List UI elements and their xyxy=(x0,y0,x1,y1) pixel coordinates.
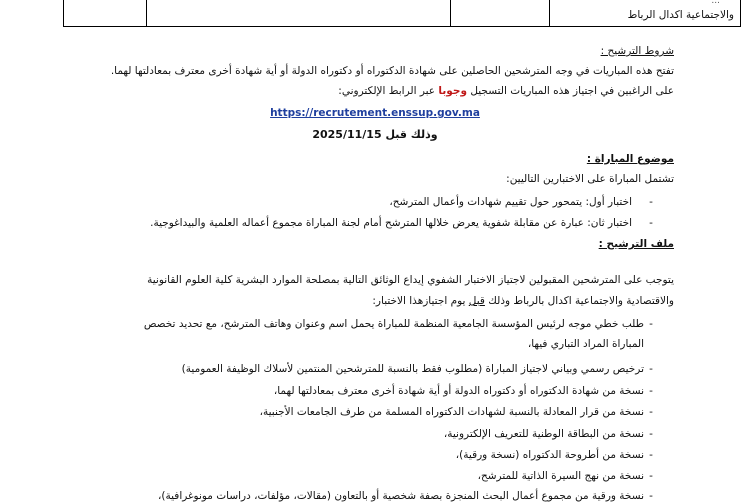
subject-item-1: اختبار أول: يتمحور حول تقييم شهادات وأعمال المترشح، xyxy=(389,196,632,208)
bullet-icon: - xyxy=(649,385,653,397)
file-item-6: نسخة من أطروحة الدكتوراه (نسخة ورقية)، xyxy=(455,449,644,461)
section-heading-subject: موضوع المباراة : xyxy=(586,153,674,165)
bullet-icon: - xyxy=(649,318,653,330)
bullet-icon: - xyxy=(649,217,653,229)
file-item-7: نسخة من نهج السيرة الذاتية للمترشح، xyxy=(477,470,644,482)
table-cell-divider xyxy=(146,0,147,26)
bullet-icon: - xyxy=(649,470,653,482)
bullet-icon: - xyxy=(649,490,653,502)
conditions-text-2: على الراغبين في اجتياز هذه المباريات التسجيل وجوبا عبر الرابط الإلكتروني: xyxy=(338,85,674,97)
file-intro-2: والاقتصادية والاجتماعية اكدال بالرباط وذلك قبل يوم اجتيازهذا الاختبار: xyxy=(372,295,674,307)
table-cell-divider xyxy=(450,0,451,26)
file-item-1: طلب خطي موجه لرئيس المؤسسة الجامعية المنظمة للمباراة يحمل اسم وعنوان وهاتف المترشح، مع تحديد تخصص xyxy=(143,318,644,330)
section-heading-conditions: شروط الترشيح : xyxy=(600,45,674,57)
deadline-text: وذلك قبل 2025/11/15 xyxy=(312,128,438,141)
registration-link[interactable]: https://recrutement.enssup.gov.ma xyxy=(270,107,480,119)
file-item-8: نسخة ورقية من مجموع أعمال البحث المنجزة بصفة شخصية أو بالتعاون (مقالات، مؤلفات، دراسات مونوغرافية)، xyxy=(158,490,644,502)
conditions-text-1: تفتح هذه المباريات في وجه المترشحين الحاصلين على شهادة الدكتوراه أو دكتوراه الدولة أو أية شهادة أخرى معترف بمعادلتها لهما. xyxy=(110,65,674,77)
subject-item-2: اختبار ثان: عبارة عن مقابلة شفوية يعرض خلالها المترشح أمام لجنة المباراة مجموع أعماله العلمية والبيداغوجية. xyxy=(150,217,632,229)
file-item-4: نسخة من قرار المعادلة بالنسبة لشهادات الدكتوراه المسلمة من طرف الجامعات الأجنبية، xyxy=(259,406,644,418)
table-cell-divider xyxy=(549,0,550,26)
file-item-5: نسخة من البطاقة الوطنية للتعريف الإلكترونية، xyxy=(443,428,644,440)
file-item-3: نسخة من شهادة الدكتوراه أو دكتوراه الدولة أو أية شهادة أخرى معترف بمعادلتها لهما، xyxy=(273,385,644,397)
table-cell-text: والاجتماعية اكدال الرباط xyxy=(627,9,734,21)
bullet-icon: - xyxy=(649,406,653,418)
subject-intro: تشتمل المباراة على الاختبارين التاليين: xyxy=(506,173,674,185)
bullet-icon: - xyxy=(649,428,653,440)
file-item-1-continued: المباراة المراد التباري فيها، xyxy=(527,338,644,350)
required-highlight: وجوبا xyxy=(438,85,467,97)
file-item-2: ترخيص رسمي وبياني لاجتياز المباراة (مطلوب فقط بالنسبة للمترشحين المنتمين لأسلاك الوظيفة العمومية) xyxy=(181,363,644,375)
bullet-icon: - xyxy=(649,196,653,208)
table-cell-fragment: ... xyxy=(711,0,720,6)
section-heading-file: ملف الترشيح : xyxy=(598,238,674,250)
bullet-icon: - xyxy=(649,449,653,461)
file-intro-1: يتوجب على المترشحين المقبولين لاجتياز الاختبار الشفوي إيداع الوثائق التالية بمصلحة الموارد البشرية كلية العلوم القانونية xyxy=(147,274,674,286)
bullet-icon: - xyxy=(649,363,653,375)
